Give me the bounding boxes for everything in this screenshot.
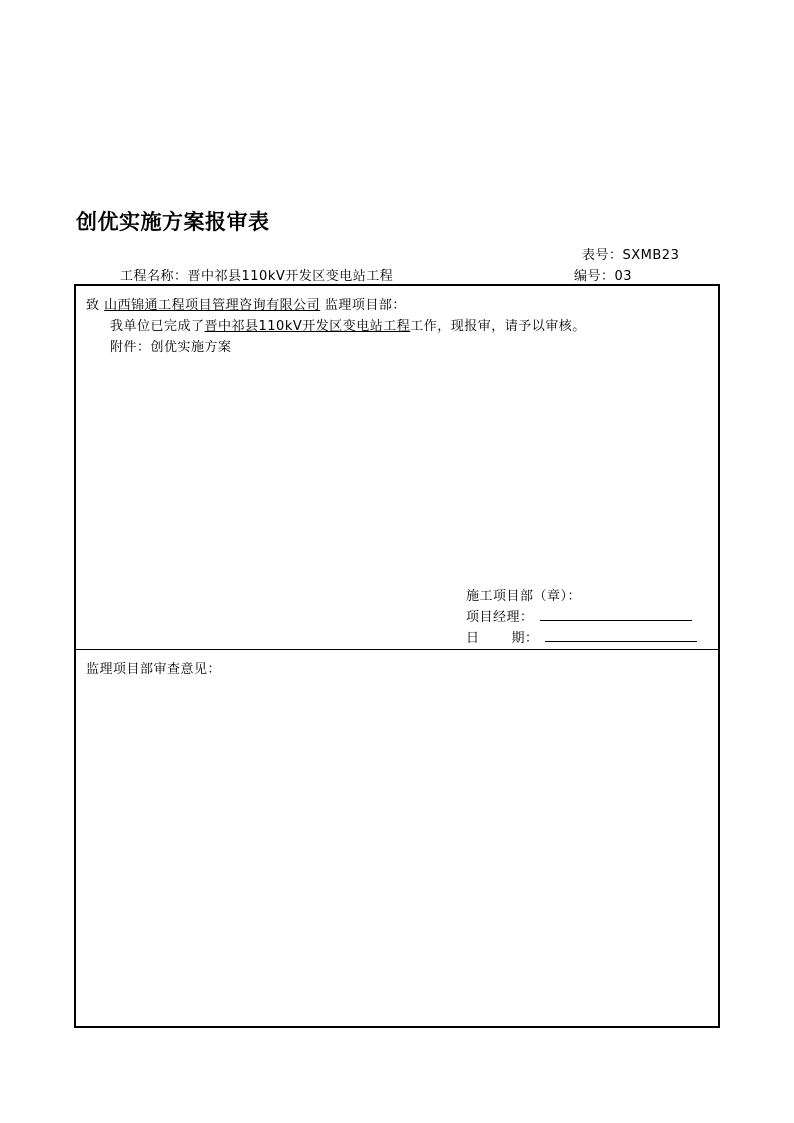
statement-suffix: 工作，现报审，请予以审核。: [410, 319, 586, 334]
form-title: 创优实施方案报审表: [76, 209, 270, 234]
date-field[interactable]: [545, 629, 697, 642]
project-name-label: 工程名称：: [120, 269, 188, 284]
date-label-b: 期：: [511, 631, 539, 646]
statement-work-item[interactable]: 晋中祁县110kV开发区变电站工程: [204, 319, 411, 334]
date-label-a: 日: [466, 631, 480, 646]
serial-number: 编号：03: [574, 269, 633, 284]
section-divider: [76, 649, 718, 650]
construction-dept-seal: 施工项目部（章）：: [466, 589, 582, 604]
addressee-suffix: 监理项目部：: [324, 298, 406, 313]
attachment-line: 附件：创优实施方案: [110, 340, 232, 355]
review-opinion-label: 监理项目部审查意见：: [86, 662, 222, 677]
addressee-company[interactable]: 山西锦通工程项目管理咨询有限公司: [104, 298, 321, 313]
statement-prefix: 我单位已完成了: [110, 319, 205, 334]
project-manager-row: [466, 606, 692, 625]
addressee-line: [86, 294, 406, 313]
project-name-value: 晋中祁县110kV开发区变电站工程: [187, 269, 394, 284]
form-number: 表号：SXMB23: [582, 248, 680, 263]
project-manager-signature-field[interactable]: [540, 608, 692, 621]
submission-statement: [110, 315, 586, 334]
addressee-prefix: 致: [86, 298, 100, 313]
form-table: [74, 284, 720, 1028]
date-row: [466, 627, 697, 646]
review-opinion-area[interactable]: [82, 678, 712, 1020]
project-name-row: [120, 265, 393, 284]
project-manager-label: 项目经理：: [466, 610, 534, 625]
